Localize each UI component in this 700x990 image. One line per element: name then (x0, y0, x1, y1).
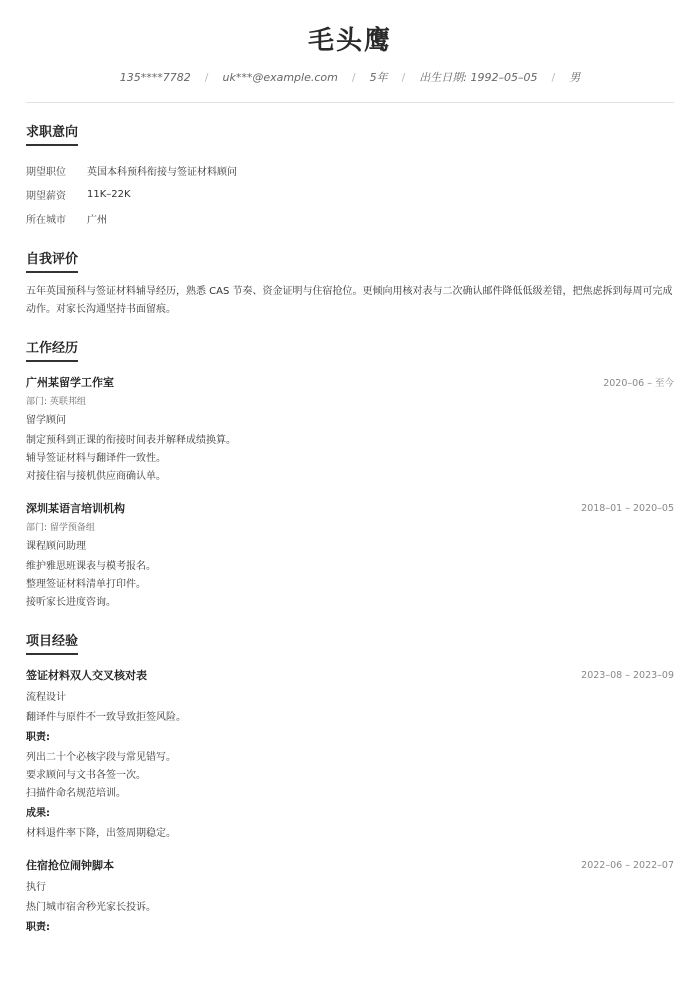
intent-value: 广州 (87, 214, 107, 226)
job-date: 2018–01 – 2020–05 (581, 502, 674, 514)
intent-list (26, 158, 674, 230)
intent-item (26, 206, 674, 230)
duty-line: 扫描件命名规范培训。 (26, 788, 126, 799)
project-entry (26, 857, 674, 939)
section-title-work: 工作经历 (26, 337, 78, 362)
email: uk***@example.com (222, 70, 338, 84)
phone: 135****7782 (119, 70, 191, 84)
intent-key: 期望薪资 (26, 190, 66, 202)
intent-item (26, 158, 674, 182)
job-line: 接听家长进度咨询。 (26, 597, 116, 608)
result-label: 成果: (26, 808, 50, 819)
department: 部门: 英联邦组 (26, 397, 86, 407)
contact-bar (26, 67, 674, 87)
intent-value: 英国本科预科衔接与签证材料顾问 (87, 166, 237, 178)
duty-label: 职责: (26, 732, 50, 743)
result-line: 材料退件率下降，出签周期稳定。 (26, 828, 176, 839)
project-name: 签证材料双人交叉核对表 (26, 669, 147, 682)
job-entry (26, 374, 674, 486)
intent-item (26, 182, 674, 206)
job-line: 整理签证材料清单打印件。 (26, 579, 146, 590)
duty-line: 列出二十个必核字段与常见错写。 (26, 752, 176, 763)
divider: / (401, 70, 406, 84)
project-entry (26, 667, 674, 843)
project-role: 执行 (26, 882, 46, 893)
candidate-name: 毛头鹰 (307, 26, 392, 56)
job-entry (26, 500, 674, 612)
section-title-projects: 项目经验 (26, 630, 78, 655)
divider: / (551, 70, 556, 84)
project-desc: 翻译件与原件不一致导致拒签风险。 (26, 712, 186, 723)
job-line: 对接住宿与接机供应商确认单。 (26, 471, 166, 482)
section-title-intent: 求职意向 (26, 121, 78, 146)
summary-text: 五年英国预科与签证材料辅导经历，熟悉 CAS 节奏、资金证明与住宿抢位。更倾向用核对表与二次确认邮件降低低级差错，把焦虑拆到每周可完成动作。对家长沟通坚持书面留痕。 (26, 286, 673, 315)
intent-key: 所在城市 (26, 214, 66, 226)
project-desc: 热门城市宿舍秒光家长投诉。 (26, 902, 156, 913)
experience-years: 5年 (369, 71, 388, 84)
section-title-summary: 自我评价 (26, 248, 78, 273)
job-line: 辅导签证材料与翻译件一致性。 (26, 453, 166, 464)
project-role: 流程设计 (26, 692, 66, 703)
duty-line: 要求顾问与文书各签一次。 (26, 770, 146, 781)
company-name: 广州某留学工作室 (26, 376, 114, 389)
duty-label: 职责: (26, 922, 50, 933)
divider: / (351, 70, 356, 84)
intent-value: 11K–22K (87, 188, 131, 200)
project-date: 2023–08 – 2023–09 (581, 669, 674, 681)
job-line: 制定预科到正课的衔接时间表并解释成绩换算。 (26, 435, 236, 446)
project-date: 2022–06 – 2022–07 (581, 859, 674, 871)
divider: / (204, 70, 209, 84)
department: 部门: 留学预备组 (26, 523, 95, 533)
job-role: 课程顾问助理 (26, 541, 86, 552)
birthday: 出生日期: 1992–05–05 (419, 71, 538, 84)
intent-key: 期望职位 (26, 166, 66, 178)
job-role: 留学顾问 (26, 415, 66, 426)
company-name: 深圳某语言培训机构 (26, 502, 125, 515)
gender: 男 (569, 71, 581, 84)
job-date: 2020–06 – 至今 (603, 378, 674, 389)
job-line: 维护雅思班课表与模考报名。 (26, 561, 156, 572)
header-divider (26, 102, 674, 103)
project-name: 住宿抢位闹钟脚本 (26, 859, 114, 872)
